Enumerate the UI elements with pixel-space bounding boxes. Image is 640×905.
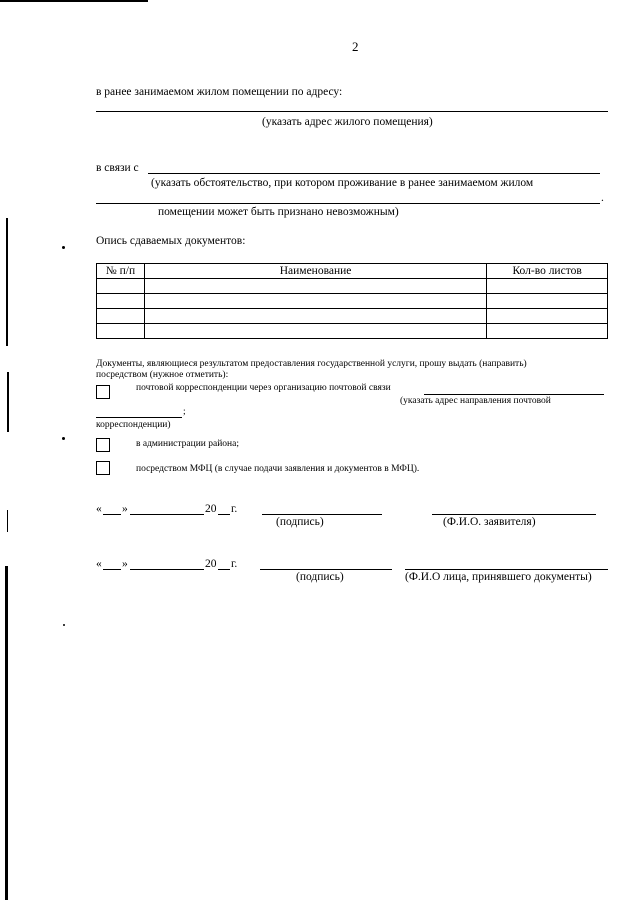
- column-header-pages: Кол-во листов: [487, 264, 608, 279]
- receiver-year-prefix: 20: [205, 558, 217, 570]
- column-header-name: Наименование: [144, 264, 486, 279]
- table-cell[interactable]: [144, 309, 486, 324]
- scan-artifact-left-bar-2: [7, 372, 9, 432]
- applicant-date-open: «: [96, 503, 102, 515]
- table-cell[interactable]: [97, 294, 145, 309]
- mail-semicolon: ;: [183, 407, 186, 417]
- page-number: 2: [352, 39, 359, 54]
- applicant-date-close: »: [122, 503, 128, 515]
- reason-hint-1: (указать обстоятельство, при котором проживание в ранее занимаемом жилом: [151, 177, 534, 189]
- admin-option-label: в администрации района;: [136, 439, 239, 449]
- receiver-date-close: »: [122, 558, 128, 570]
- reason-line-2: [96, 203, 600, 204]
- mail-address-line: [424, 394, 604, 395]
- table-row: [97, 279, 608, 294]
- mail-address-hint: (указать адрес направления почтовой: [400, 396, 551, 406]
- scan-artifact-left-bar-1: [6, 218, 8, 346]
- mail-checkbox[interactable]: [96, 385, 110, 399]
- applicant-month-line: [130, 514, 204, 515]
- applicant-year-prefix: 20: [205, 503, 217, 515]
- receiver-date-open: «: [96, 558, 102, 570]
- reason-intro: в связи с: [96, 162, 139, 174]
- receiver-signature-line: [260, 569, 392, 570]
- admin-checkbox[interactable]: [96, 438, 110, 452]
- receiver-year-line: [218, 569, 230, 570]
- applicant-name-line: [432, 514, 596, 515]
- mfc-option-label: посредством МФЦ (в случае подачи заявления и документов в МФЦ).: [136, 464, 420, 474]
- mfc-checkbox[interactable]: [96, 461, 110, 475]
- table-cell[interactable]: [97, 324, 145, 339]
- reason-hint-2: помещении может быть признано невозможным): [158, 206, 399, 218]
- inventory-table: [96, 263, 608, 339]
- receiver-year-suffix: г.: [231, 558, 238, 570]
- scan-artifact-top-line: [0, 0, 148, 2]
- table-cell[interactable]: [144, 279, 486, 294]
- table-row: [97, 324, 608, 339]
- scan-artifact-left-bar-3: [7, 510, 8, 532]
- column-header-number: № п/п: [97, 264, 145, 279]
- scan-artifact-dot-3: [63, 624, 65, 626]
- delivery-text-2: посредством (нужное отметить):: [96, 370, 229, 380]
- delivery-text-1: Документы, являющиеся результатом предоставления государственной услуги, прошу выдать (направить): [96, 359, 527, 369]
- receiver-name-hint: (Ф.И.О лица, принявшего документы): [405, 571, 592, 583]
- mail-option-label: почтовой корреспонденции через организацию почтовой связи: [136, 383, 391, 393]
- table-row: [97, 309, 608, 324]
- scan-artifact-dot-1: [62, 246, 65, 249]
- scan-artifact-left-bar-4: [5, 566, 8, 900]
- reason-dot: .: [601, 192, 604, 204]
- table-cell[interactable]: [487, 279, 608, 294]
- table-cell[interactable]: [144, 294, 486, 309]
- table-cell[interactable]: [97, 309, 145, 324]
- address-hint: (указать адрес жилого помещения): [262, 116, 433, 128]
- applicant-day-line: [103, 514, 121, 515]
- receiver-day-line: [103, 569, 121, 570]
- table-cell[interactable]: [487, 324, 608, 339]
- table-cell[interactable]: [487, 294, 608, 309]
- address-line: [96, 111, 608, 112]
- table-cell[interactable]: [487, 309, 608, 324]
- applicant-year-suffix: г.: [231, 503, 238, 515]
- scan-artifact-dot-2: [62, 437, 65, 440]
- inventory-title: Опись сдаваемых документов:: [96, 235, 246, 247]
- applicant-year-line: [218, 514, 230, 515]
- applicant-signature-line: [262, 514, 382, 515]
- table-row: [97, 294, 608, 309]
- receiver-name-line: [405, 569, 608, 570]
- receiver-month-line: [130, 569, 204, 570]
- applicant-name-hint: (Ф.И.О. заявителя): [443, 516, 536, 528]
- table-cell[interactable]: [144, 324, 486, 339]
- mail-address-line-2: [96, 417, 182, 418]
- table-cell[interactable]: [97, 279, 145, 294]
- reason-line-1: [148, 173, 600, 174]
- table-header-row: [97, 264, 608, 279]
- mail-address-hint-cont: корреспонденции): [96, 420, 171, 430]
- address-intro: в ранее занимаемом жилом помещении по адресу:: [96, 86, 343, 98]
- applicant-signature-hint: (подпись): [276, 516, 324, 528]
- receiver-signature-hint: (подпись): [296, 571, 344, 583]
